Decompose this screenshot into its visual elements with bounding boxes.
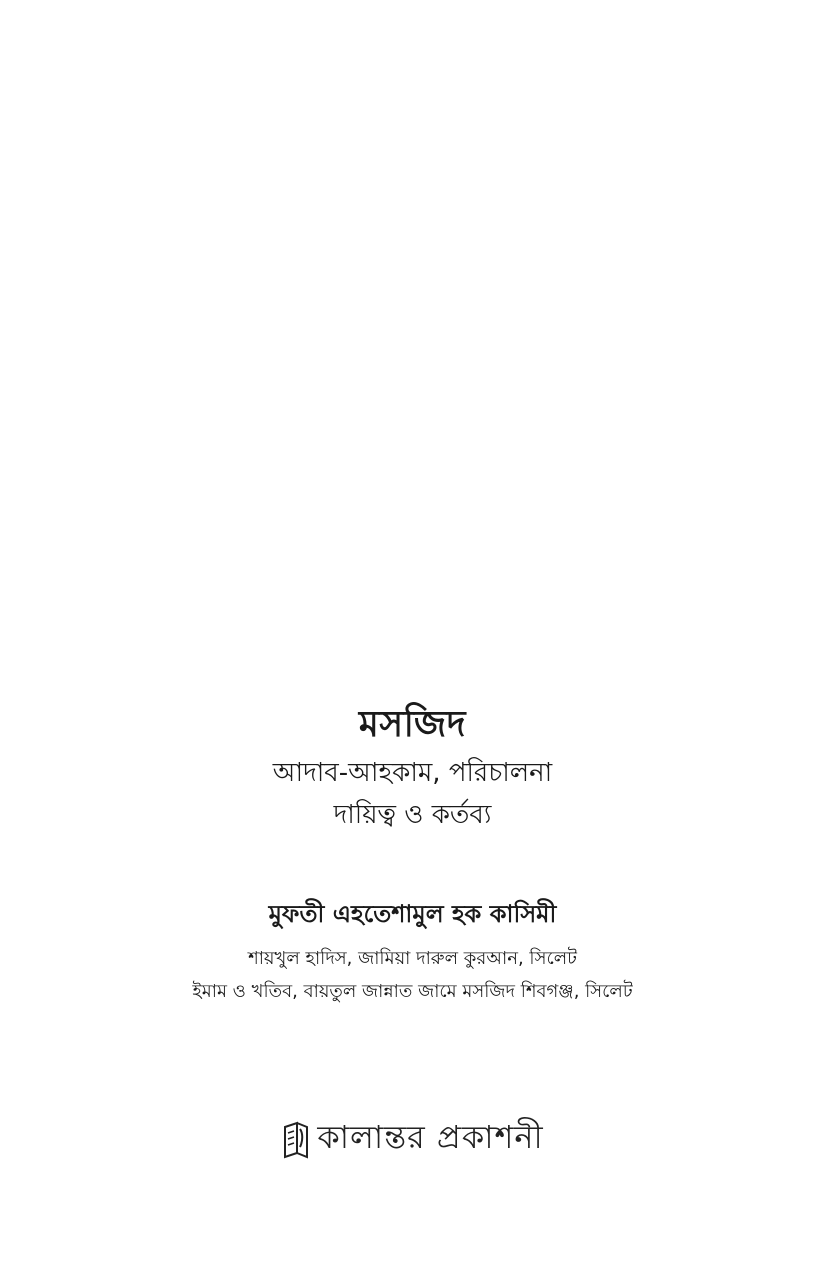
book-subtitle-line2: দায়িত্ব ও কর্তব্য	[333, 800, 492, 830]
book-subtitle-line1: আদাব-আহকাম, পরিচালনা	[272, 758, 553, 788]
author-name: মুফতী এহতেশামুল হক কাসিমী	[268, 900, 557, 928]
author-affiliation-line1: শায়খুল হাদিস, জামিয়া দারুল কুরআন, সিলেট	[248, 948, 577, 969]
publisher-imprint	[0, 1112, 825, 1166]
book-title: মসজিদ	[358, 704, 467, 745]
author-affiliation-line2: ইমাম ও খতিব, বায়তুল জান্নাত জামে মসজিদ শিবগঞ্জ, সিলেট	[192, 981, 633, 1002]
book-logo-icon	[281, 1119, 311, 1159]
publisher-name: কালান্তর প্রকাশনী	[317, 1118, 544, 1156]
